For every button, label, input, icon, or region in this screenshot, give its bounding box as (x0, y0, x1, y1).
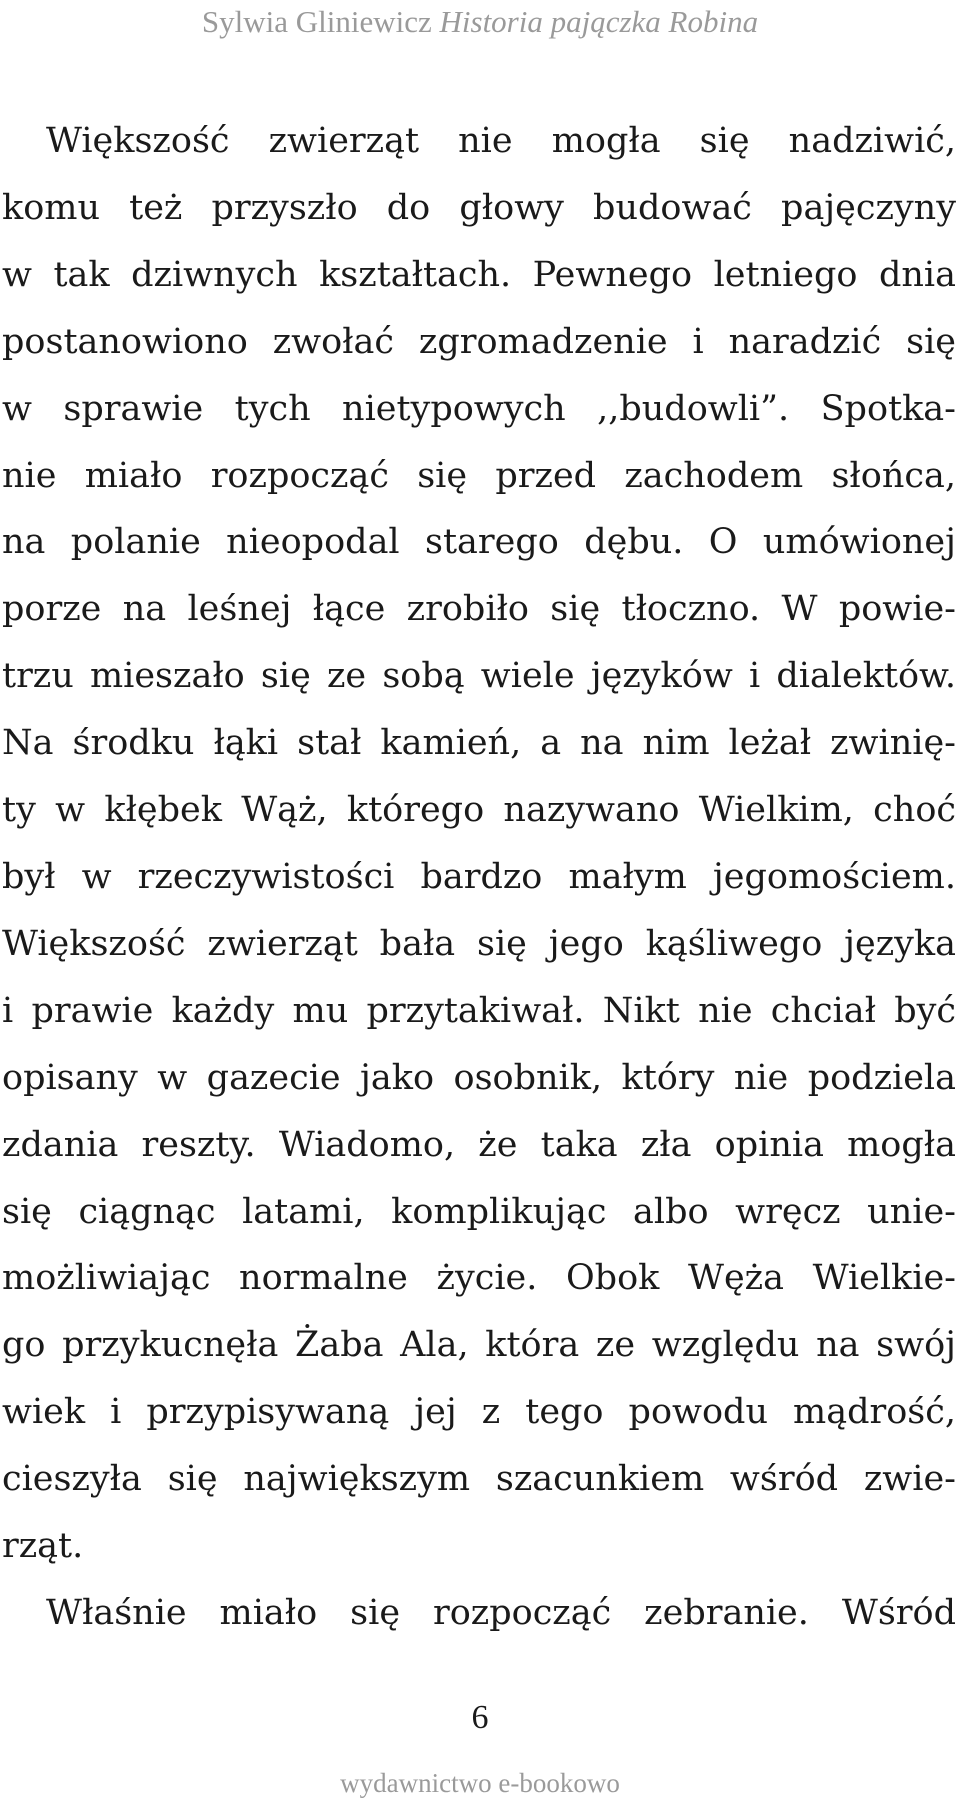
paragraph-1-line-11: ty w kłębek Wąż, którego nazywano Wielkim, choć (2, 790, 956, 831)
paragraph-1-line-3: w tak dziwnych kształtach. Pewnego letniego dnia (2, 254, 956, 295)
publisher-footer: wydawnictwo e-bookowo (340, 1768, 620, 1798)
paragraph-1-line-19: go przykucnęła Żaba Ala, która ze względu na swój (2, 1325, 956, 1366)
paragraph-1-line-9: trzu mieszało się ze sobą wiele języków i dialektów. (2, 656, 956, 697)
paragraph-1-line-5: w sprawie tych nietypowych ,,budowli”. Spotka- (2, 388, 956, 429)
running-header (0, 2, 960, 42)
body-text (2, 108, 956, 1647)
paragraph-1-line-6: nie miało rozpocząć się przed zachodem słońca, (2, 455, 956, 496)
paragraph-1-line-20: wiek i przypisywaną jej z tego powodu mądrość, (2, 1392, 956, 1433)
paragraph-1-line-1: Większość zwierząt nie mogła się nadziwić, (46, 121, 956, 161)
paragraph-1-line-7: na polanie nieopodal starego dębu. O umówionej (2, 522, 956, 563)
paragraph-1-line-12: był w rzeczywistości bardzo małym jegomościem. (2, 856, 956, 897)
paragraph-1-line-15: opisany w gazecie jako osobnik, który nie podziela (2, 1057, 956, 1098)
paragraph-1-line-2: komu też przyszło do głowy budować pajęczyny (2, 187, 956, 228)
header-book-title: Historia pajączka Robina (439, 4, 759, 39)
paragraph-1-line-8: porze na leśnej łące zrobiło się tłoczno. W powie- (2, 589, 956, 630)
paragraph-1-line-4: postanowiono zwołać zgromadzenie i naradzić się (2, 321, 956, 362)
paragraph-1-line-18: możliwiając normalne życie. Obok Węża Wielkie- (2, 1258, 956, 1299)
page-number: 6 (471, 1699, 489, 1736)
paragraph-1-line-10: Na środku łąki stał kamień, a na nim leżał zwinię- (2, 723, 956, 764)
paragraph-1-line-16: zdania reszty. Wiadomo, że taka zła opinia mogła (2, 1124, 956, 1165)
paragraph-1-line-17: się ciągnąc latami, komplikując albo wręcz unie- (2, 1191, 956, 1232)
paragraph-1-line-14: i prawie każdy mu przytakiwał. Nikt nie chciał być (2, 990, 956, 1031)
paragraph-1-line-21: cieszyła się największym szacunkiem wśród zwie- (2, 1459, 956, 1500)
paragraph-1-line-13: Większość zwierząt bała się jego kąśliwego języka (2, 923, 956, 964)
paragraph-1-line-22: rząt. (2, 1526, 84, 1567)
paragraph-2-line-1: Właśnie miało się rozpocząć zebranie. Wśród (46, 1592, 956, 1633)
header-author: Sylwia Gliniewicz (201, 4, 432, 39)
